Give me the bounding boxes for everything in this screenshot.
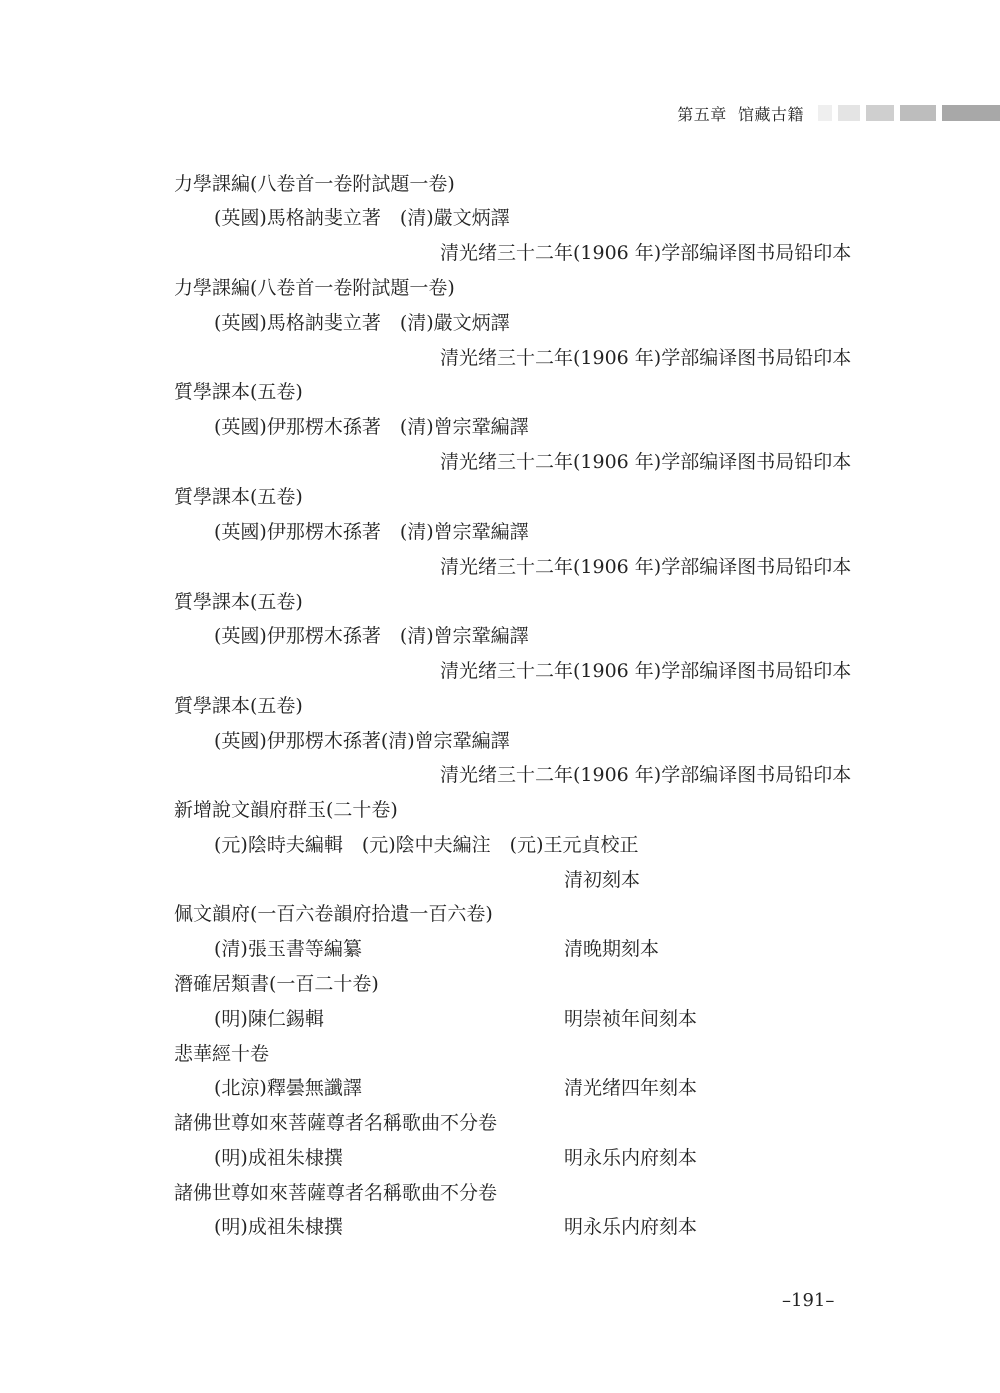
entry-title: 諸佛世尊如來菩薩尊者名稱歌曲不分卷 <box>174 1182 498 1204</box>
entry-title: 新增說文韻府群玉(二十卷) <box>174 799 398 821</box>
entry-edition: 清晚期刻本 <box>564 938 660 960</box>
chapter-number: 第五章 <box>677 104 727 124</box>
entry-edition: 清光绪三十二年(1906 年)学部编译图书局铅印本 <box>440 242 852 264</box>
entry-author: (英國)伊那楞木孫著(清)曾宗鞏編譯 <box>214 730 510 752</box>
entry-title: 質學課本(五卷) <box>174 486 303 508</box>
header-bar <box>818 105 832 121</box>
entry-title: 質學課本(五卷) <box>174 695 303 717</box>
entry-title: 質學課本(五卷) <box>174 381 303 403</box>
entry-edition: 明崇祯年间刻本 <box>564 1008 698 1030</box>
entry-author: (明)陳仁錫輯 <box>214 1008 324 1030</box>
header-bar <box>838 105 860 121</box>
entry-edition: 清光绪四年刻本 <box>564 1077 698 1099</box>
entry-edition: 清光绪三十二年(1906 年)学部编译图书局铅印本 <box>440 660 852 682</box>
entry-author: (清)張玉書等編纂 <box>214 938 362 960</box>
header-bar <box>900 105 936 121</box>
header-bar <box>866 105 894 121</box>
entry-title: 佩文韻府(一百六卷韻府拾遺一百六卷) <box>174 903 493 925</box>
entry-edition: 明永乐内府刻本 <box>564 1147 698 1169</box>
entry-title: 力學課編(八卷首一卷附試題一卷) <box>174 277 455 299</box>
entry-edition: 清光绪三十二年(1906 年)学部编译图书局铅印本 <box>440 764 852 786</box>
entry-title: 悲華經十卷 <box>174 1043 270 1065</box>
entry-title: 質學課本(五卷) <box>174 591 303 613</box>
entry-author: (明)成祖朱棣撰 <box>214 1147 343 1169</box>
entry-author: (英國)馬格訥斐立著 (清)嚴文炳譯 <box>214 207 510 229</box>
entry-title: 潛確居類書(一百二十卷) <box>174 973 379 995</box>
entry-edition: 清光绪三十二年(1906 年)学部编译图书局铅印本 <box>440 347 852 369</box>
entry-edition: 清初刻本 <box>564 869 641 891</box>
header-bar <box>942 105 1000 121</box>
running-header <box>677 100 1000 126</box>
entry-author: (英國)馬格訥斐立著 (清)嚴文炳譯 <box>214 312 510 334</box>
entry-author: (明)成祖朱棣撰 <box>214 1216 343 1238</box>
entry-author: (英國)伊那楞木孫著 (清)曾宗鞏編譯 <box>214 521 529 543</box>
entry-title: 諸佛世尊如來菩薩尊者名稱歌曲不分卷 <box>174 1112 498 1134</box>
entry-author: (北涼)釋曇無讖譯 <box>214 1077 362 1099</box>
entry-author: (英國)伊那楞木孫著 (清)曾宗鞏編譯 <box>214 625 529 647</box>
entry-edition: 清光绪三十二年(1906 年)学部编译图书局铅印本 <box>440 451 852 473</box>
entry-edition: 明永乐内府刻本 <box>564 1216 698 1238</box>
chapter-title: 馆藏古籍 <box>737 104 804 124</box>
entry-edition: 清光绪三十二年(1906 年)学部编译图书局铅印本 <box>440 556 852 578</box>
entry-author: (英國)伊那楞木孫著 (清)曾宗鞏編譯 <box>214 416 529 438</box>
entry-author: (元)陰時夫編輯 (元)陰中夫編注 (元)王元貞校正 <box>214 834 639 856</box>
page-number: –191– <box>782 1290 835 1311</box>
chapter-label <box>677 102 804 125</box>
entry-title: 力學課編(八卷首一卷附試題一卷) <box>174 173 455 195</box>
